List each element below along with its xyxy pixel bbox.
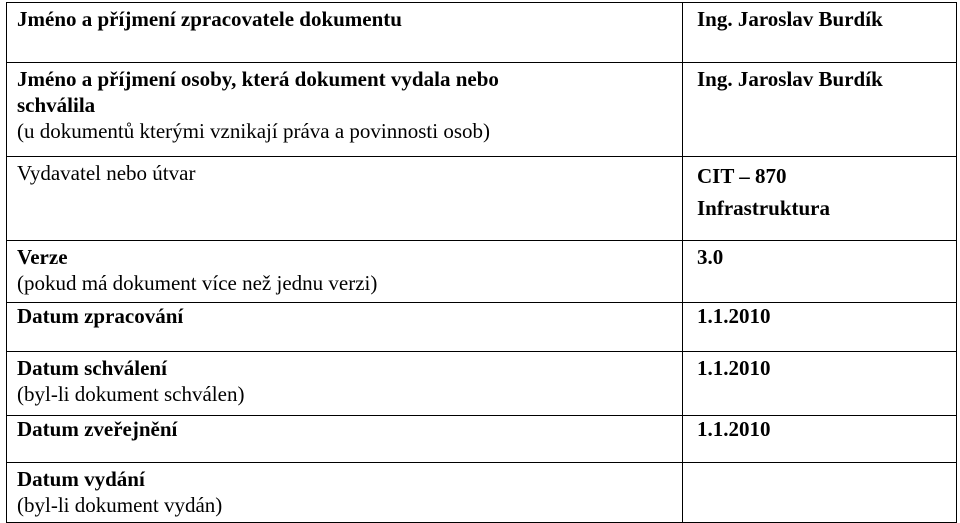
approver-value: Ing. Jaroslav Burdík [697, 67, 883, 91]
table-row-processing-date [7, 303, 957, 352]
table-row-publication-date [7, 416, 957, 463]
processing-date-label-cell [7, 303, 683, 352]
processor-value: Ing. Jaroslav Burdík [697, 7, 883, 31]
publication-date-value: 1.1.2010 [697, 417, 771, 441]
processor-label-cell [7, 3, 683, 63]
approval-date-value: 1.1.2010 [697, 356, 771, 380]
publisher-label: Vydavatel nebo útvar [17, 161, 196, 185]
publisher-value-line2: Infrastruktura [697, 196, 831, 220]
approver-value-cell [683, 63, 957, 157]
version-value-cell [683, 241, 957, 303]
processing-date-label: Datum zpracování [17, 304, 184, 328]
version-label: Verze [17, 245, 68, 269]
table-row-approver [7, 63, 957, 157]
issue-date-value-cell [683, 463, 957, 523]
processing-date-value: 1.1.2010 [697, 304, 771, 328]
table-row-approval-date [7, 352, 957, 416]
publisher-label-cell [7, 157, 683, 241]
issue-date-label-cell [7, 463, 683, 523]
version-value: 3.0 [697, 245, 724, 269]
approver-label-cell [7, 63, 683, 157]
version-label-cell [7, 241, 683, 303]
approver-label-line2: schválila [17, 93, 96, 117]
issue-date-note: (byl-li dokument vydán) [17, 493, 223, 517]
table-row-publisher [7, 157, 957, 241]
approval-date-note: (byl-li dokument schválen) [17, 382, 245, 406]
publication-date-label: Datum zveřejnění [17, 417, 178, 441]
approval-date-label-cell [7, 352, 683, 416]
approval-date-value-cell [683, 352, 957, 416]
table-row-issue-date [7, 463, 957, 523]
processing-date-value-cell [683, 303, 957, 352]
publisher-value-cell [683, 157, 957, 241]
publication-date-value-cell [683, 416, 957, 463]
document-metadata-table [6, 2, 957, 523]
version-note: (pokud má dokument více než jednu verzi) [17, 271, 378, 295]
publisher-value-line1: CIT – 870 [697, 164, 787, 188]
issue-date-label: Datum vydání [17, 467, 145, 491]
approver-label-line1: Jméno a příjmení osoby, která dokument vydala nebo [17, 67, 499, 91]
publication-date-label-cell [7, 416, 683, 463]
table-row-processor [7, 3, 957, 63]
processor-label: Jméno a příjmení zpracovatele dokumentu [17, 7, 402, 31]
processor-value-cell [683, 3, 957, 63]
approval-date-label: Datum schválení [17, 356, 167, 380]
table-row-version [7, 241, 957, 303]
approver-note: (u dokumentů kterými vznikají práva a povinnosti osob) [17, 119, 490, 143]
